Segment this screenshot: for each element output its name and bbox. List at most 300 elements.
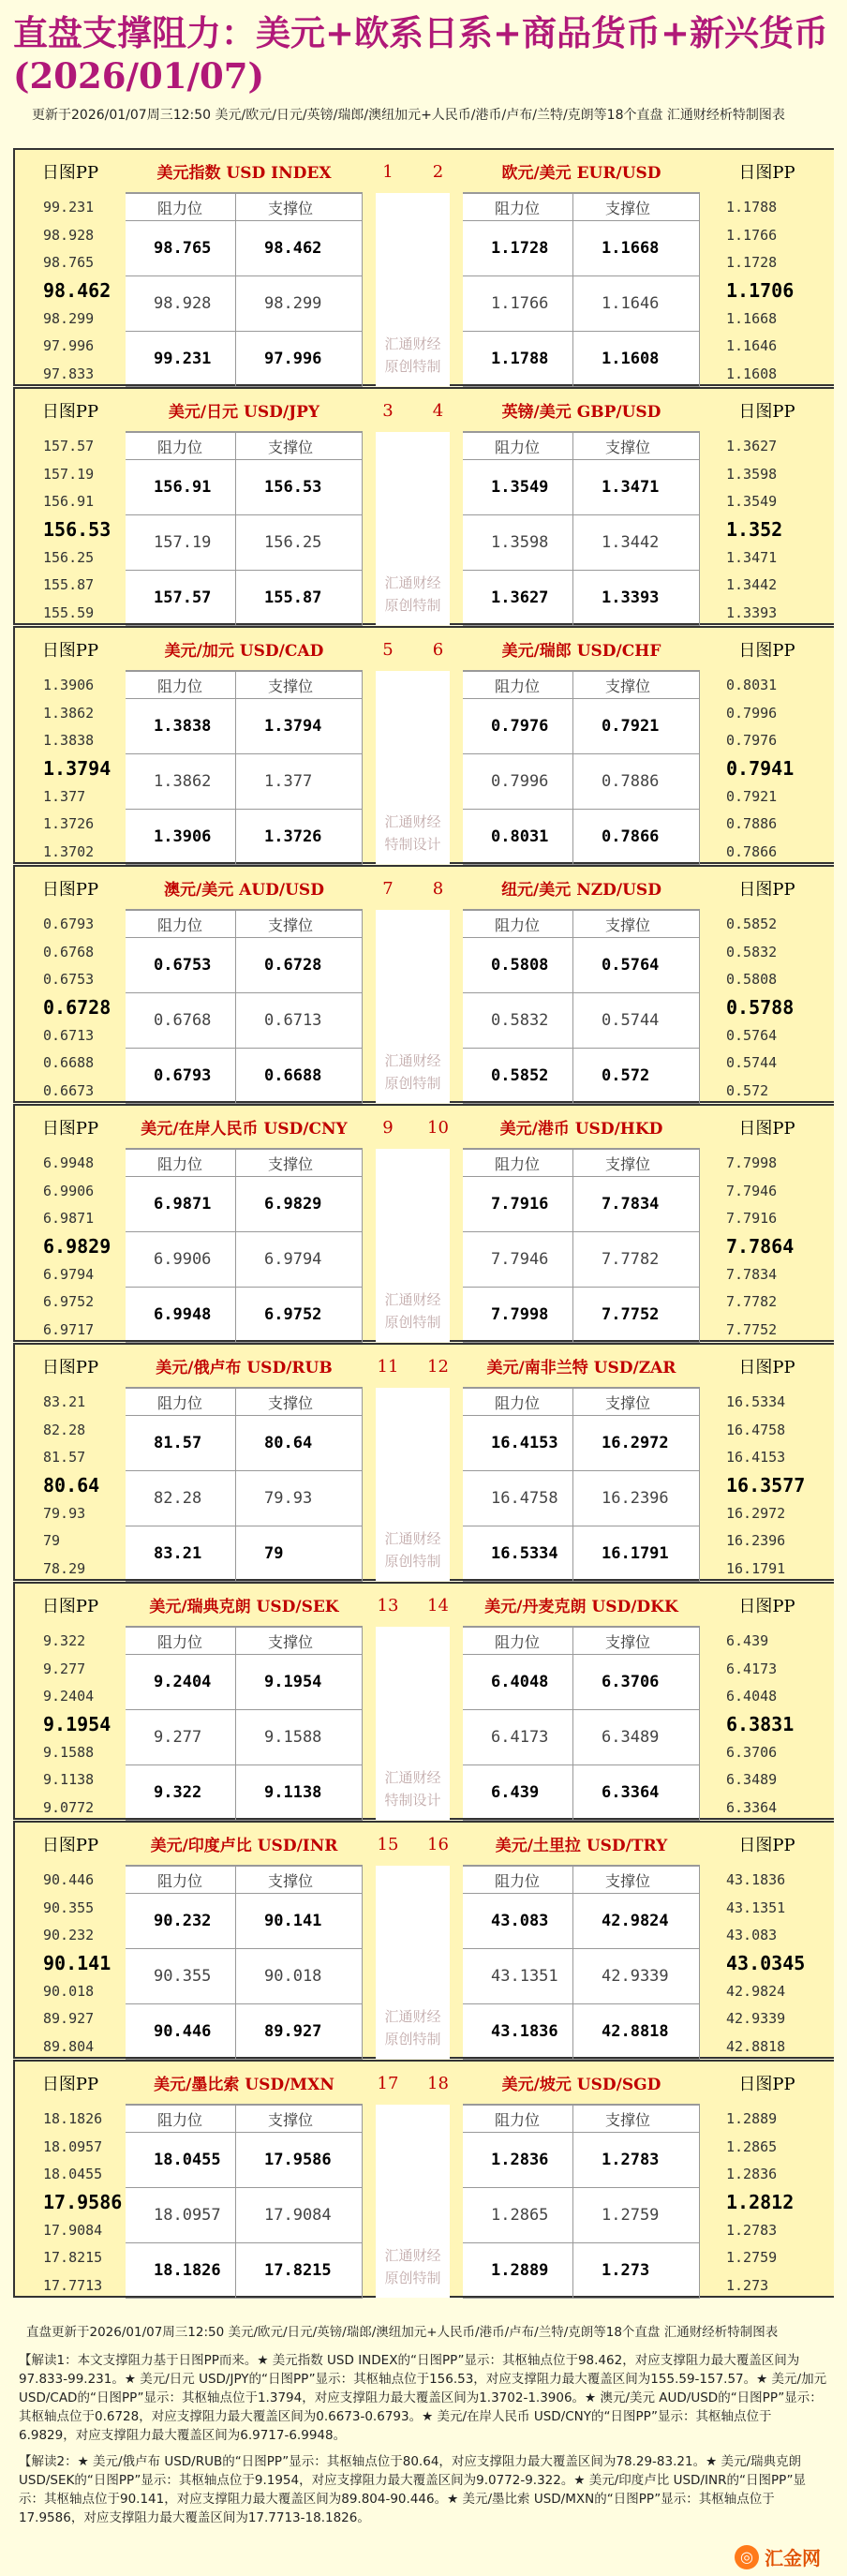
support-cell: 1.3393 <box>573 571 700 626</box>
resistance-cell: 1.3598 <box>463 515 573 571</box>
pp-value: 0.5744 <box>726 1054 778 1072</box>
middle-column <box>363 1823 463 2057</box>
pp-header: 日图PP <box>738 2075 795 2094</box>
pair-number: 2 <box>432 161 444 182</box>
res-header: 阻力位 <box>126 1388 236 1416</box>
pp-value: 1.2759 <box>726 2249 778 2267</box>
pair-name: 美元/丹麦克朗 USD/DKK <box>463 1584 700 1627</box>
page-title: 直盘支撑阻力：美元+欧系日系+商品货币+新兴货币(2026/01/07) <box>13 0 834 101</box>
left-pair-body <box>126 1584 363 1818</box>
pp-value: 0.5832 <box>726 943 778 960</box>
pp-value: 1.2783 <box>726 2221 778 2239</box>
pp-value: 42.9824 <box>726 1982 786 2000</box>
pp-value: 1.2889 <box>726 2109 778 2127</box>
pp-header: 日图PP <box>41 880 99 900</box>
resistance-cell: 6.9948 <box>126 1288 236 1343</box>
left-pp-column <box>15 867 126 1101</box>
pp-header: 日图PP <box>41 1597 99 1616</box>
pp-value: 83.21 <box>43 1392 86 1410</box>
support-cell: 0.6713 <box>236 993 363 1049</box>
pp-value: 6.439 <box>726 1631 769 1649</box>
pp-value: 155.87 <box>43 576 95 594</box>
pair-number: 16 <box>427 1834 449 1854</box>
sup-header: 支撑位 <box>236 193 363 221</box>
pair-number: 4 <box>432 400 444 421</box>
support-cell: 1.2759 <box>573 2188 700 2243</box>
pp-header: 日图PP <box>41 402 99 422</box>
pair-name: 美元/印度卢比 USD/INR <box>126 1823 363 1866</box>
support-cell: 7.7834 <box>573 1177 700 1232</box>
right-pp-column <box>700 1584 834 1818</box>
logo-icon: ◎ <box>735 2545 759 2569</box>
sup-header: 支撑位 <box>573 1627 700 1655</box>
right-pair-body <box>463 1345 700 1579</box>
middle-column <box>363 389 463 623</box>
right-pp-column <box>700 1345 834 1579</box>
support-cell: 42.9339 <box>573 1949 700 2004</box>
watermark: 汇通财经 <box>384 2008 441 2025</box>
pp-list <box>700 1149 834 1344</box>
pp-value: 9.0772 <box>43 1798 95 1816</box>
support-cell: 6.3706 <box>573 1655 700 1710</box>
res-header: 阻力位 <box>463 1866 573 1894</box>
pair-number: 11 <box>377 1356 399 1377</box>
resistance-cell: 1.1788 <box>463 332 573 387</box>
pp-value: 157.57 <box>43 437 95 454</box>
support-cell: 6.3489 <box>573 1710 700 1765</box>
pp-value: 89.927 <box>43 2010 95 2028</box>
footer-updated: 直盘更新于2026/01/07周三12:50 美元/欧元/日元/英镑/瑞郎/澳纽加元+人民币/港币/卢布/兰特/克朗等18个直盘 汇通财经析特制图表 <box>26 2325 779 2340</box>
support-cell: 9.1954 <box>236 1655 363 1710</box>
pp-value: 6.9871 <box>43 1210 95 1228</box>
pp-value: 0.8031 <box>726 676 778 693</box>
pp-value: 1.3598 <box>726 465 778 483</box>
support-cell: 98.462 <box>236 221 363 276</box>
pp-value: 1.3442 <box>726 576 778 594</box>
resistance-cell: 0.7976 <box>463 699 573 754</box>
page <box>13 0 834 2576</box>
pp-value: 1.2836 <box>726 2166 778 2183</box>
pp-value: 1.377 <box>43 787 86 805</box>
pp-header: 日图PP <box>738 1358 795 1377</box>
left-pp-column <box>15 1823 126 2057</box>
pp-header: 日图PP <box>41 2075 99 2094</box>
resistance-cell: 43.083 <box>463 1894 573 1949</box>
pair-name: 美元指数 USD INDEX <box>126 150 363 193</box>
middle-column <box>363 1106 463 1340</box>
middle-column <box>363 150 463 384</box>
support-cell: 79 <box>236 1526 363 1582</box>
resistance-cell: 9.277 <box>126 1710 236 1765</box>
watermark: 汇通财经 <box>384 2247 441 2264</box>
support-cell: 1.2783 <box>573 2133 700 2188</box>
pp-value: 16.3577 <box>726 1473 806 1496</box>
pp-list <box>15 1627 126 1822</box>
pp-value: 97.833 <box>43 365 95 382</box>
left-pair-body <box>126 2062 363 2296</box>
pp-value: 0.5852 <box>726 915 778 932</box>
pp-value: 16.4758 <box>726 1421 786 1438</box>
pp-value: 16.2972 <box>726 1504 786 1522</box>
pp-value: 9.1588 <box>43 1743 95 1761</box>
resistance-cell: 157.19 <box>126 515 236 571</box>
pp-header: 日图PP <box>738 1836 795 1855</box>
pp-value: 1.3393 <box>726 603 778 621</box>
right-pp-column <box>700 150 834 384</box>
pp-value: 90.141 <box>43 1951 111 1974</box>
support-cell: 1.3794 <box>236 699 363 754</box>
support-cell: 0.5744 <box>573 993 700 1049</box>
pair-number: 5 <box>382 639 394 660</box>
middle-column <box>363 1584 463 1818</box>
res-header: 阻力位 <box>463 910 573 938</box>
pp-value: 7.7916 <box>726 1210 778 1228</box>
pp-value: 0.7976 <box>726 732 778 750</box>
resistance-cell: 1.3862 <box>126 754 236 810</box>
left-pair-body <box>126 150 363 384</box>
pair-number: 12 <box>427 1356 449 1377</box>
right-pair-body <box>463 628 700 862</box>
pp-list <box>15 1149 126 1344</box>
pp-value: 6.4048 <box>726 1688 778 1705</box>
pp-value: 90.232 <box>43 1927 95 1944</box>
pair-number: 10 <box>427 1117 449 1138</box>
pp-value: 1.1668 <box>726 309 778 327</box>
res-header: 阻力位 <box>126 910 236 938</box>
footer <box>13 2317 834 2531</box>
pair-number: 3 <box>382 400 394 421</box>
sup-header: 支撑位 <box>236 432 363 460</box>
pp-value: 6.9794 <box>43 1265 95 1283</box>
resistance-cell: 156.91 <box>126 460 236 515</box>
pp-value: 1.273 <box>726 2276 769 2294</box>
resistance-cell: 90.232 <box>126 1894 236 1949</box>
sup-header: 支撑位 <box>573 1388 700 1416</box>
support-cell: 7.7782 <box>573 1232 700 1288</box>
resistance-cell: 1.1766 <box>463 276 573 332</box>
resistance-cell: 7.7998 <box>463 1288 573 1343</box>
pivot-block <box>13 2060 834 2298</box>
pp-list <box>700 671 834 866</box>
pp-value: 9.277 <box>43 1660 86 1677</box>
pp-value: 0.6688 <box>43 1054 95 1072</box>
pp-list <box>15 1866 126 2061</box>
pp-value: 43.0345 <box>726 1951 806 1974</box>
res-header: 阻力位 <box>463 2105 573 2133</box>
pair-name: 美元/土里拉 USD/TRY <box>463 1823 700 1866</box>
sup-header: 支撑位 <box>573 910 700 938</box>
res-header: 阻力位 <box>463 1388 573 1416</box>
left-pair-body <box>126 389 363 623</box>
pivot-block <box>13 626 834 864</box>
resistance-cell: 1.2865 <box>463 2188 573 2243</box>
pair-name: 美元/俄卢布 USD/RUB <box>126 1345 363 1388</box>
support-cell: 155.87 <box>236 571 363 626</box>
pp-value: 16.5334 <box>726 1392 786 1410</box>
res-header: 阻力位 <box>463 432 573 460</box>
pp-header: 日图PP <box>41 163 99 183</box>
res-header: 阻力位 <box>463 671 573 699</box>
pp-value: 1.3906 <box>43 676 95 693</box>
pp-value: 1.3702 <box>43 842 95 860</box>
support-cell: 1.3471 <box>573 460 700 515</box>
pp-value: 0.6713 <box>43 1026 95 1044</box>
pp-header: 日图PP <box>41 641 99 661</box>
right-pp-column <box>700 2062 834 2296</box>
watermark: 汇通财经 <box>384 574 441 591</box>
pp-value: 98.462 <box>43 278 111 302</box>
resistance-cell: 7.7916 <box>463 1177 573 1232</box>
pp-value: 43.1351 <box>726 1898 786 1916</box>
pp-list <box>15 2105 126 2300</box>
support-cell: 17.9586 <box>236 2133 363 2188</box>
pp-value: 1.3627 <box>726 437 778 454</box>
pair-number: 7 <box>382 878 394 899</box>
pp-value: 81.57 <box>43 1449 86 1467</box>
resistance-cell: 16.4758 <box>463 1471 573 1526</box>
watermark: 汇通财经 <box>384 335 441 352</box>
pp-value: 7.7782 <box>726 1293 778 1311</box>
watermark: 汇通财经 <box>384 1291 441 1308</box>
support-cell: 0.7866 <box>573 810 700 865</box>
pp-header: 日图PP <box>738 402 795 422</box>
pair-number: 8 <box>432 878 444 899</box>
resistance-cell: 1.2889 <box>463 2243 573 2299</box>
res-header: 阻力位 <box>126 432 236 460</box>
resistance-cell: 1.2836 <box>463 2133 573 2188</box>
sup-header: 支撑位 <box>573 2105 700 2133</box>
pp-value: 1.2812 <box>726 2190 795 2213</box>
pp-value: 90.355 <box>43 1898 95 1916</box>
res-header: 阻力位 <box>126 671 236 699</box>
pivot-block <box>13 387 834 625</box>
pp-value: 156.91 <box>43 493 95 511</box>
pp-value: 6.3364 <box>726 1798 778 1816</box>
pair-number: 17 <box>377 2073 399 2093</box>
pp-value: 80.64 <box>43 1473 100 1496</box>
resistance-cell: 18.0455 <box>126 2133 236 2188</box>
watermark: 原创特制 <box>384 1314 441 1331</box>
resistance-cell: 6.4173 <box>463 1710 573 1765</box>
pp-value: 6.9906 <box>43 1182 95 1199</box>
pp-value: 0.5808 <box>726 971 778 989</box>
support-cell: 0.6728 <box>236 938 363 993</box>
pair-name: 美元/瑞典克朗 USD/SEK <box>126 1584 363 1627</box>
resistance-cell: 18.0957 <box>126 2188 236 2243</box>
pp-value: 6.9717 <box>43 1320 95 1338</box>
watermark: 汇通财经 <box>384 813 441 830</box>
support-cell: 79.93 <box>236 1471 363 1526</box>
support-cell: 1.1646 <box>573 276 700 332</box>
resistance-cell: 0.7996 <box>463 754 573 810</box>
right-pp-column <box>700 628 834 862</box>
pp-value: 98.765 <box>43 254 95 272</box>
left-pair-body <box>126 1106 363 1340</box>
pp-header: 日图PP <box>738 1597 795 1616</box>
res-header: 阻力位 <box>126 1866 236 1894</box>
resistance-cell: 1.3906 <box>126 810 236 865</box>
pp-value: 18.1826 <box>43 2109 103 2127</box>
pp-value: 16.4153 <box>726 1449 786 1467</box>
support-cell: 9.1588 <box>236 1710 363 1765</box>
support-cell: 0.7921 <box>573 699 700 754</box>
left-pair-body <box>126 1823 363 2057</box>
pair-name: 纽元/美元 NZD/USD <box>463 867 700 910</box>
pp-value: 9.2404 <box>43 1688 95 1705</box>
pp-value: 17.9586 <box>43 2190 123 2213</box>
pp-value: 0.572 <box>726 1081 769 1099</box>
res-header: 阻力位 <box>463 193 573 221</box>
support-cell: 156.25 <box>236 515 363 571</box>
pair-number: 6 <box>432 639 444 660</box>
pair-name: 美元/港币 USD/HKD <box>463 1106 700 1149</box>
pp-list <box>700 2105 834 2300</box>
right-pp-column <box>700 867 834 1101</box>
watermark: 原创特制 <box>384 2031 441 2047</box>
pp-value: 1.1788 <box>726 198 778 216</box>
pp-list <box>700 1866 834 2061</box>
support-cell: 90.141 <box>236 1894 363 1949</box>
pp-value: 89.804 <box>43 2037 95 2055</box>
middle-column <box>363 2062 463 2296</box>
pp-value: 16.2396 <box>726 1532 786 1550</box>
watermark: 汇通财经 <box>384 1769 441 1786</box>
support-cell: 1.3726 <box>236 810 363 865</box>
pivot-block <box>13 1343 834 1581</box>
resistance-cell: 0.6793 <box>126 1049 236 1104</box>
right-pair-body <box>463 867 700 1101</box>
resistance-cell: 83.21 <box>126 1526 236 1582</box>
pair-name: 美元/日元 USD/JPY <box>126 389 363 432</box>
right-pair-body <box>463 1106 700 1340</box>
right-pair-body <box>463 1584 700 1818</box>
pp-list <box>700 1627 834 1822</box>
logo-text: 汇金网 <box>765 2547 821 2569</box>
pp-value: 17.7713 <box>43 2276 103 2294</box>
pp-value: 1.1646 <box>726 337 778 355</box>
sup-header: 支撑位 <box>236 671 363 699</box>
left-pp-column <box>15 1345 126 1579</box>
resistance-cell: 43.1351 <box>463 1949 573 2004</box>
resistance-cell: 16.5334 <box>463 1526 573 1582</box>
resistance-cell: 9.2404 <box>126 1655 236 1710</box>
pp-value: 0.7866 <box>726 842 778 860</box>
pair-name: 美元/在岸人民币 USD/CNY <box>126 1106 363 1149</box>
sup-header: 支撑位 <box>236 910 363 938</box>
watermark: 特制设计 <box>384 1792 441 1809</box>
pp-list <box>700 910 834 1105</box>
left-pp-column <box>15 389 126 623</box>
pp-value: 17.9084 <box>43 2221 103 2239</box>
resistance-cell: 0.8031 <box>463 810 573 865</box>
resistance-cell: 98.765 <box>126 221 236 276</box>
pp-value: 78.29 <box>43 1559 86 1577</box>
support-cell: 90.018 <box>236 1949 363 2004</box>
watermark: 原创特制 <box>384 1553 441 1570</box>
watermark: 原创特制 <box>384 597 441 614</box>
resistance-cell: 6.9906 <box>126 1232 236 1288</box>
pair-name: 欧元/美元 EUR/USD <box>463 150 700 193</box>
support-cell: 1.273 <box>573 2243 700 2299</box>
pp-value: 43.083 <box>726 1927 778 1944</box>
support-cell: 16.2396 <box>573 1471 700 1526</box>
pair-number: 13 <box>377 1595 399 1616</box>
pair-name: 美元/墨比索 USD/MXN <box>126 2062 363 2105</box>
sup-header: 支撑位 <box>573 1149 700 1177</box>
resistance-cell: 1.1728 <box>463 221 573 276</box>
support-cell: 16.1791 <box>573 1526 700 1582</box>
footer-note-2: 【解读2：★ 美元/俄卢布 USD/RUB的“日图PP”显示：其枢轴点位于80.64，对应支撑阻力最大覆盖区间为78.29-83.21。★ 美元/瑞典克朗 USD/SEK的“日图PP”显示：其枢轴点位于9.1954，对应支撑阻力最大覆盖区间为9.0772-9.322。★ 美元/印度卢比 USD/INR的“日图PP”显示：其枢轴点位于90.141，对应支撑阻力最大覆盖区间为89.804-90.446。★ 美元/墨比索 USD/MXN的“日图PP”显示：其枢轴点位于17.9586，对应支撑阻力最大覆盖区间为17.7713-18.1826。 <box>19 2454 806 2525</box>
middle-column <box>363 628 463 862</box>
pp-value: 156.25 <box>43 548 95 566</box>
pp-value: 1.2865 <box>726 2137 778 2155</box>
pp-value: 79 <box>43 1532 61 1550</box>
pp-value: 82.28 <box>43 1421 86 1438</box>
pp-value: 1.1728 <box>726 254 778 272</box>
pp-value: 9.1954 <box>43 1712 111 1735</box>
pair-number: 1 <box>382 161 394 182</box>
support-cell: 1.377 <box>236 754 363 810</box>
pp-list <box>700 193 834 388</box>
pp-list <box>15 910 126 1105</box>
pair-number: 18 <box>427 2073 449 2093</box>
pp-value: 1.1766 <box>726 226 778 244</box>
pp-value: 157.19 <box>43 465 95 483</box>
pp-value: 90.446 <box>43 1870 95 1888</box>
support-cell: 7.7752 <box>573 1288 700 1343</box>
support-cell: 6.9794 <box>236 1232 363 1288</box>
sup-header: 支撑位 <box>236 1866 363 1894</box>
middle-column <box>363 867 463 1101</box>
pair-number: 15 <box>377 1834 399 1854</box>
pp-value: 6.9948 <box>43 1154 95 1171</box>
pp-list <box>15 671 126 866</box>
pp-value: 1.3838 <box>43 732 95 750</box>
left-pp-column <box>15 1584 126 1818</box>
pp-header: 日图PP <box>738 163 795 183</box>
pp-value: 18.0957 <box>43 2137 103 2155</box>
watermark: 原创特制 <box>384 1075 441 1092</box>
left-pair-body <box>126 628 363 862</box>
pp-value: 90.018 <box>43 1982 95 2000</box>
sup-header: 支撑位 <box>573 432 700 460</box>
resistance-cell: 1.3549 <box>463 460 573 515</box>
pp-header: 日图PP <box>738 641 795 661</box>
left-pp-column <box>15 150 126 384</box>
res-header: 阻力位 <box>126 1149 236 1177</box>
left-pair-body <box>126 867 363 1101</box>
pp-value: 7.7998 <box>726 1154 778 1171</box>
pp-value: 1.1608 <box>726 365 778 382</box>
pp-value: 9.1138 <box>43 1771 95 1789</box>
pp-value: 6.3831 <box>726 1712 795 1735</box>
pp-header: 日图PP <box>41 1119 99 1139</box>
pp-value: 1.3726 <box>43 815 95 833</box>
support-cell: 89.927 <box>236 2004 363 2060</box>
support-cell: 6.3364 <box>573 1765 700 1821</box>
pp-value: 6.9829 <box>43 1234 111 1258</box>
pair-number: 9 <box>382 1117 394 1138</box>
pp-list <box>15 193 126 388</box>
left-pp-column <box>15 2062 126 2296</box>
support-cell: 0.6688 <box>236 1049 363 1104</box>
pp-value: 0.7941 <box>726 756 795 780</box>
support-cell: 156.53 <box>236 460 363 515</box>
resistance-cell: 6.9871 <box>126 1177 236 1232</box>
support-cell: 0.5764 <box>573 938 700 993</box>
pp-value: 9.322 <box>43 1631 86 1649</box>
resistance-cell: 0.6768 <box>126 993 236 1049</box>
